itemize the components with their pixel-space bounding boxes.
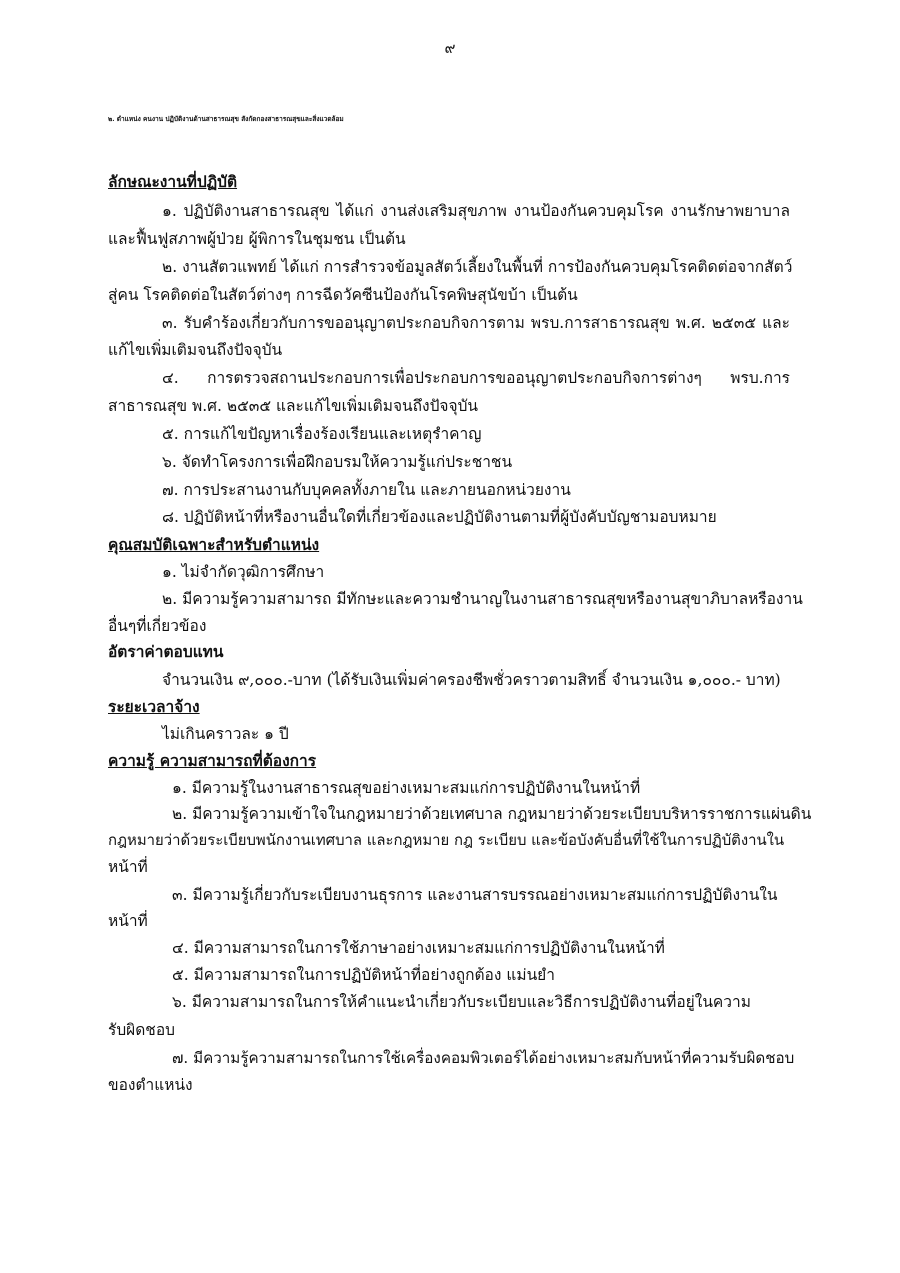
knowledge-line: ๑. มีความรู้ในงานสาธารณสุขอย่างเหมาะสมแก่การปฏิบัติงานในหน้าที่	[172, 779, 641, 797]
qualification-line: อื่นๆที่เกี่ยวข้อง	[108, 617, 207, 635]
qualifications-heading: คุณสมบัติเฉพาะสำหรับตำแหน่ง	[108, 535, 320, 554]
knowledge-line: กฎหมายว่าด้วยระเบียบพนักงานเทศบาล และกฎหมาย กฎ ระเบียบ และข้อบังคับอื่นที่ใช้ในการปฏิบัติงานใน	[108, 831, 785, 849]
duty-line: ๘. ปฏิบัติหน้าที่หรืองานอื่นใดที่เกี่ยวข้องและปฏิบัติงานตามที่ผู้บังคับบัญชามอบหมาย	[162, 508, 717, 526]
duties-heading: ลักษณะงานที่ปฏิบัติ	[108, 172, 238, 191]
page-number: ๙	[444, 39, 456, 57]
period-line: ไม่เกินคราวละ ๑ ปี	[162, 725, 289, 743]
compensation-heading: อัตราค่าตอบแทน	[108, 642, 224, 661]
duty-line: ๗. การประสานงานกับบุคคลทั้งภายใน และภายนอกหน่วยงาน	[162, 481, 571, 499]
duty-line: สาธารณสุข พ.ศ. ๒๕๓๕ และแก้ไขเพิ่มเติมจนถึงปัจจุบัน	[108, 397, 479, 415]
knowledge-line: รับผิดชอบ	[108, 1021, 175, 1039]
knowledge-line: ๗. มีความรู้ความสามารถในการใช้เครื่องคอมพิวเตอร์ได้อย่างเหมาะสมกับหน้าที่ความรับผิดชอบ	[172, 1049, 795, 1067]
duty-line: ๒. งานสัตวแพทย์ ได้แก่ การสำรวจข้อมูลสัตว์เลี้ยงในพื้นที่ การป้องกันควบคุมโรคติดต่อจากสัตว์	[162, 258, 793, 276]
knowledge-line: ๔. มีความสามารถในการใช้ภาษาอย่างเหมาะสมแก่การปฏิบัติงานในหน้าที่	[172, 939, 665, 957]
knowledge-line: ๖. มีความสามารถในการให้คำแนะนำเกี่ยวกับระเบียบและวิธีการปฏิบัติงานที่อยู่ในความ	[172, 993, 751, 1011]
duty-line: ๔. การตรวจสถานประกอบการเพื่อประกอบการขออนุญาตประกอบกิจการต่างๆ พรบ.การ	[162, 369, 790, 387]
duty-line: สู่คน โรคติดต่อในสัตว์ต่างๆ การฉีดวัคซีนป้องกันโรคพิษสุนัขบ้า เป็นต้น	[108, 286, 578, 304]
knowledge-line: หน้าที่	[108, 858, 148, 876]
knowledge-line: หน้าที่	[108, 912, 148, 930]
qualification-line: ๒. มีความรู้ความสามารถ มีทักษะและความชำนาญในงานสาธารณสุขหรืองานสุขาภิบาลหรืองาน	[162, 590, 803, 608]
duty-line: ๖. จัดทำโครงการเพื่อฝึกอบรมให้ความรู้แก่ประชาชน	[162, 453, 513, 471]
knowledge-line: ของตำแหน่ง	[108, 1076, 193, 1094]
period-heading: ระยะเวลาจ้าง	[108, 697, 200, 716]
duty-line: ๑. ปฏิบัติงานสาธารณสุข ได้แก่ งานส่งเสริมสุขภาพ งานป้องกันควบคุมโรค งานรักษาพยาบาล	[162, 202, 790, 220]
duty-line: และฟื้นฟูสภาพผู้ป่วย ผู้พิการในชุมชน เป็นต้น	[108, 230, 406, 248]
compensation-line: จำนวนเงิน ๙,๐๐๐.-บาท (ได้รับเงินเพิ่มค่าครองชีพชั่วคราวตามสิทธิ์ จำนวนเงิน ๑,๐๐๐.- บาท)	[162, 671, 781, 689]
duty-line: ๕. การแก้ไขปัญหาเรื่องร้องเรียนและเหตุรำคาญ	[162, 425, 482, 443]
knowledge-heading: ความรู้ ความสามารถที่ต้องการ	[108, 751, 317, 770]
position-title: ๒. ตำแหน่ง คนงาน ปฏิบัติงานด้านสาธารณสุข สังกัดกองสาธารณสุขและสิ่งแวดล้อม	[108, 115, 344, 123]
knowledge-line: ๓. มีความรู้เกี่ยวกับระเบียบงานธุรการ และงานสารบรรณอย่างเหมาะสมแก่การปฏิบัติงานใน	[172, 886, 778, 904]
qualification-line: ๑. ไม่จำกัดวุฒิการศึกษา	[162, 563, 325, 581]
duty-line: แก้ไขเพิ่มเติมจนถึงปัจจุบัน	[108, 341, 283, 359]
knowledge-line: ๒. มีความรู้ความเข้าใจในกฎหมายว่าด้วยเทศบาล กฎหมายว่าด้วยระเบียบบริหารราชการแผ่นดิน	[172, 805, 812, 823]
duty-line: ๓. รับคำร้องเกี่ยวกับการขออนุญาตประกอบกิจการตาม พรบ.การสาธารณสุข พ.ศ. ๒๕๓๕ และ	[162, 314, 790, 332]
knowledge-line: ๕. มีความสามารถในการปฏิบัติหน้าที่อย่างถูกต้อง แม่นยำ	[172, 966, 555, 984]
